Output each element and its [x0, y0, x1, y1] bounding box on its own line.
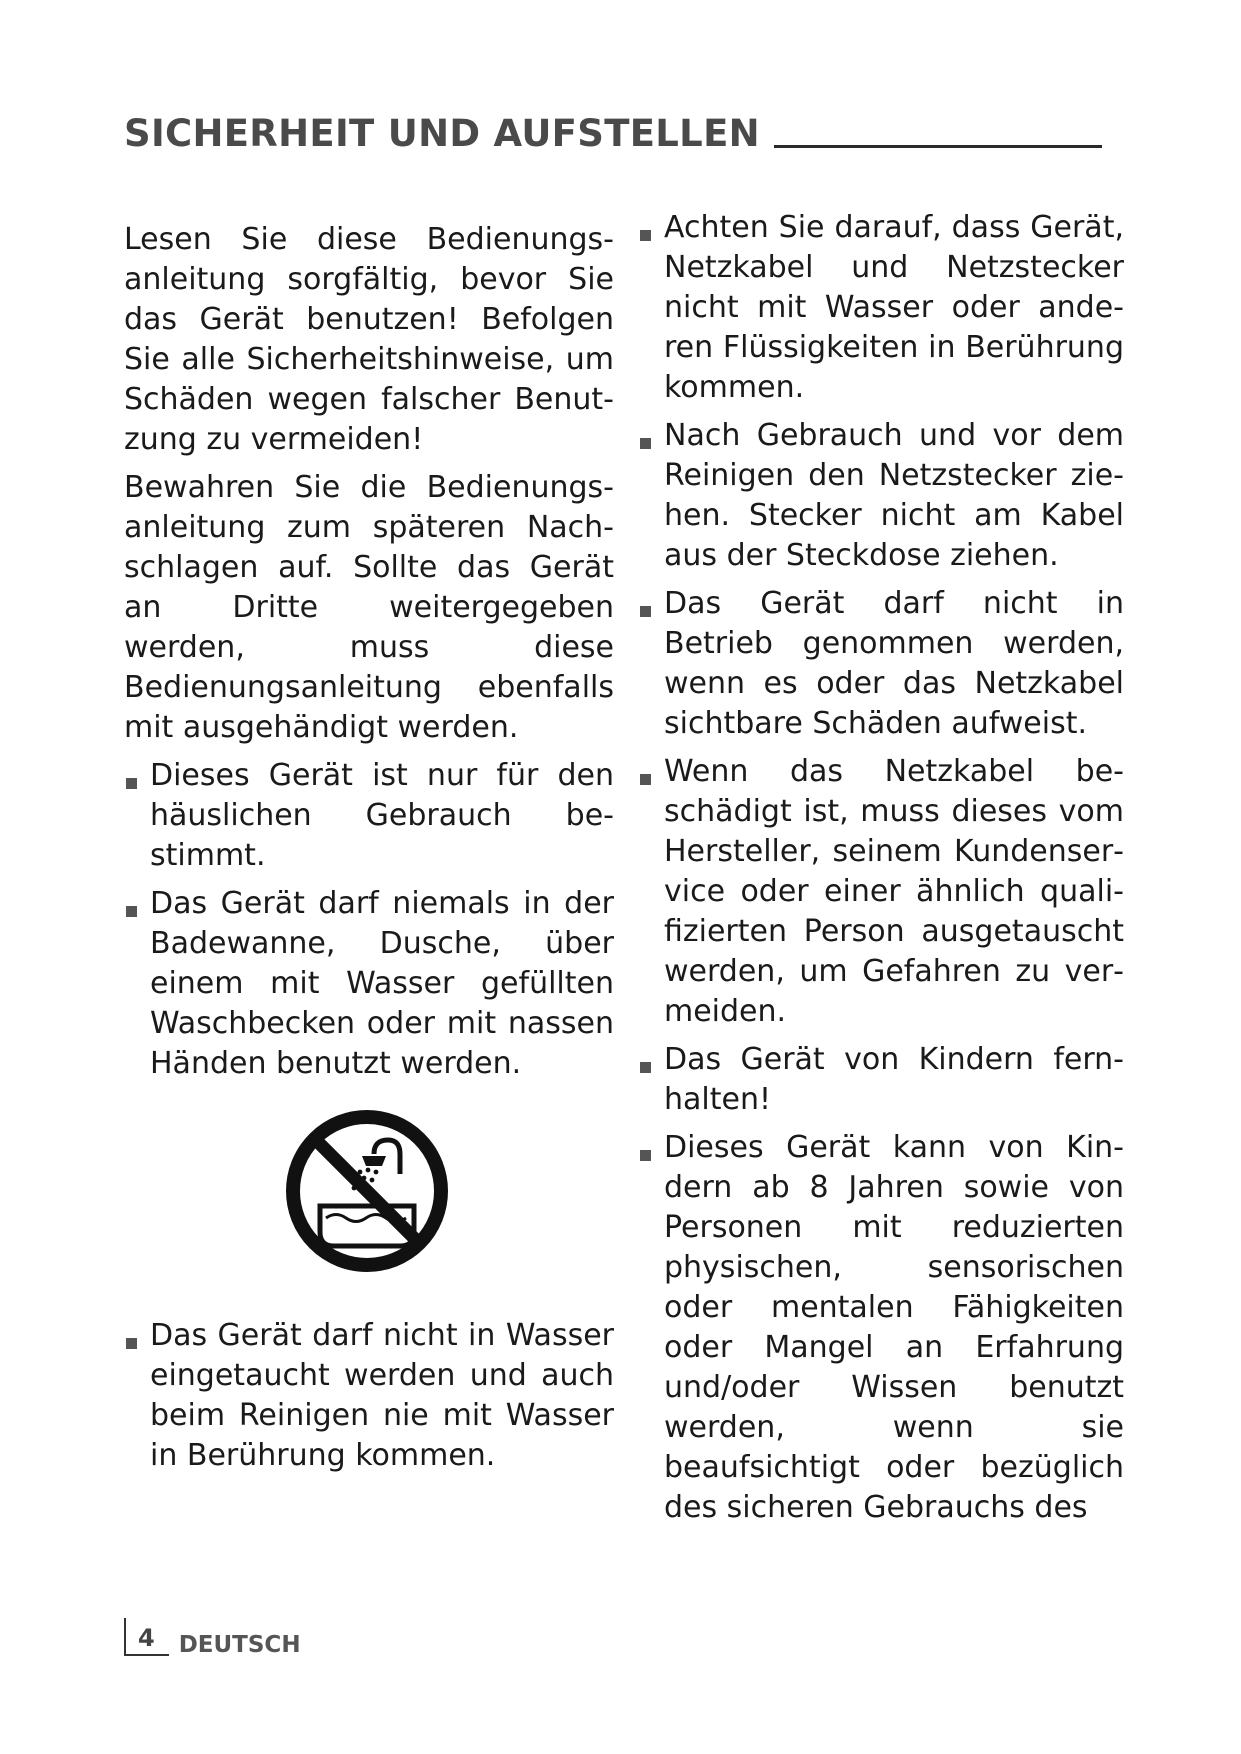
bullet-text: Wenn das Netzkabel beschädigt ist, muss dieses vom Hersteller, seinem Kundenservice oder einer ähnlich qualifizierten Person ausgetauscht werden, um Gefahren zu vermeiden. [664, 754, 1124, 1029]
section-header [124, 112, 1102, 155]
bullet-text: Das Gerät darf niemals in der Badewanne, Dusche, über einem mit Wasser gefüllten Waschbecken oder mit nassen Händen benutzt werden. [150, 886, 614, 1081]
page-number-box [124, 1618, 169, 1656]
bullet-text: Das Gerät darf nicht in Betrieb genommen werden, wenn es oder das Netzkabel sichtbare Schäden aufweist. [664, 586, 1124, 741]
no-water-bathtub-icon [282, 1106, 452, 1276]
bullet-text: Das Gerät darf nicht in Wasser eingetaucht werden und auch beim Reinigen nie mit Wasser in Berührung kommen. [150, 1318, 614, 1473]
bullet-item [638, 416, 1124, 576]
footer-language: DEUTSCH [178, 1632, 301, 1658]
bullet-text: Das Gerät von Kindern fernhalten! [664, 1042, 1124, 1117]
bullet-item [638, 584, 1124, 744]
intro-paragraph: Lesen Sie diese Bedienungsanleitung sorgfältig, bevor Sie das Gerät benutzen! Befolgen Sie alle Sicherheitshinweise, um Schäden wegen falscher Benutzung zu vermeiden! [124, 222, 614, 457]
bullet-item [638, 752, 1124, 1032]
bullet-square-icon [126, 1338, 137, 1349]
bullet-square-icon [640, 438, 651, 449]
bullet-text: Achten Sie darauf, dass Gerät, Netzkabel und Netzstecker nicht mit Wasser oder anderen Flüssigkeiten in Berührung kommen. [664, 210, 1124, 405]
bullet-item [124, 756, 614, 876]
bullet-square-icon [640, 1150, 651, 1161]
left-column [124, 220, 614, 1484]
bullet-square-icon [640, 230, 651, 241]
bullet-square-icon [126, 778, 137, 789]
title-rule [774, 145, 1102, 148]
bullet-square-icon [640, 606, 651, 617]
bullet-item [124, 1316, 614, 1476]
keep-manual-paragraph: Bewahren Sie die Bedienungsanleitung zum späteren Nachschlagen auf. Sollte das Gerät an Dritte weitergegeben werden, muss diese Bedienungsanleitung ebenfalls mit ausgehändigt werden. [124, 470, 614, 745]
bullet-square-icon [640, 774, 651, 785]
bullet-text: Dieses Gerät ist nur für den häuslichen Gebrauch bestimmt. [150, 758, 614, 873]
page-footer [124, 1618, 301, 1656]
bullet-item [638, 1128, 1124, 1528]
bullet-square-icon [126, 906, 137, 917]
right-column [638, 208, 1124, 1536]
page-number: 4 [138, 1624, 155, 1652]
bullet-item [638, 208, 1124, 408]
bullet-square-icon [640, 1062, 651, 1073]
section-title: SICHERHEIT UND AUFSTELLEN [124, 112, 760, 155]
bullet-item [638, 1040, 1124, 1120]
bullet-text: Dieses Gerät kann von Kindern ab 8 Jahren sowie von Personen mit reduzierten physischen, sensorischen oder mentalen Fähigkeiten oder Mangel an Erfahrung und/oder Wissen benutzt werden, wenn sie beaufsichtigt oder bezüglich des sicheren Gebrauchs des [664, 1130, 1124, 1525]
bullet-item [124, 884, 614, 1084]
bullet-text: Nach Gebrauch und vor dem Reinigen den Netzstecker ziehen. Stecker nicht am Kabel aus der Steckdose ziehen. [664, 418, 1124, 573]
